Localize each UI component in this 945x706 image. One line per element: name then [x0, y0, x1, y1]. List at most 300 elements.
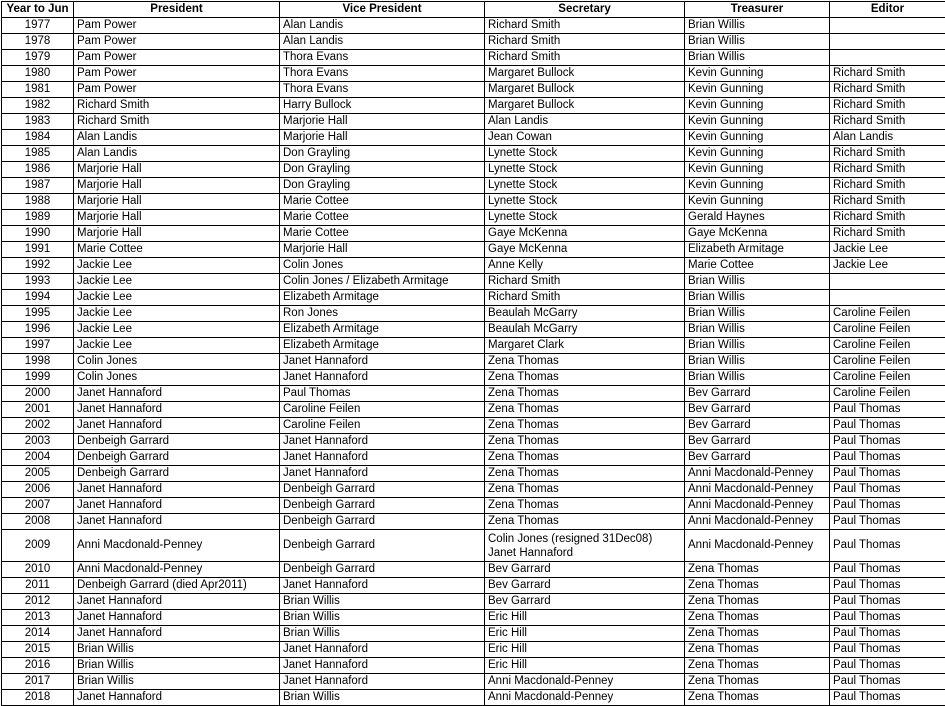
cell-treasurer: Bev Garrard — [685, 418, 830, 434]
cell-president: Janet Hannaford — [74, 594, 280, 610]
column-header-vice-president: Vice President — [280, 2, 485, 18]
cell-treasurer: Kevin Gunning — [685, 146, 830, 162]
cell-editor: Paul Thomas — [830, 418, 945, 434]
cell-year: 2004 — [2, 450, 74, 466]
cell-editor — [830, 50, 945, 66]
cell-editor: Jackie Lee — [830, 242, 945, 258]
cell-president: Pam Power — [74, 34, 280, 50]
cell-vice-president: Thora Evans — [280, 82, 485, 98]
cell-year: 1994 — [2, 290, 74, 306]
cell-treasurer: Brian Willis — [685, 34, 830, 50]
cell-year: 1987 — [2, 178, 74, 194]
table-row — [2, 658, 945, 674]
cell-editor: Richard Smith — [830, 226, 945, 242]
cell-editor: Richard Smith — [830, 194, 945, 210]
cell-editor: Richard Smith — [830, 146, 945, 162]
cell-secretary: Zena Thomas — [485, 386, 685, 402]
table-row — [2, 178, 945, 194]
table-row — [2, 258, 945, 274]
cell-secretary — [485, 530, 685, 562]
cell-president: Anni Macdonald-Penney — [74, 562, 280, 578]
cell-vice-president: Denbeigh Garrard — [280, 482, 485, 498]
cell-editor: Caroline Feilen — [830, 354, 945, 370]
table-body — [2, 18, 945, 706]
cell-editor: Richard Smith — [830, 114, 945, 130]
column-header-secretary: Secretary — [485, 2, 685, 18]
cell-editor: Paul Thomas — [830, 482, 945, 498]
cell-year: 2011 — [2, 578, 74, 594]
cell-editor: Paul Thomas — [830, 434, 945, 450]
cell-vice-president: Elizabeth Armitage — [280, 338, 485, 354]
cell-treasurer: Zena Thomas — [685, 562, 830, 578]
cell-vice-president: Denbeigh Garrard — [280, 562, 485, 578]
cell-year: 1998 — [2, 354, 74, 370]
table-row — [2, 290, 945, 306]
office-bearers-table — [1, 1, 945, 706]
cell-editor: Paul Thomas — [830, 450, 945, 466]
table-row — [2, 274, 945, 290]
cell-year: 2015 — [2, 642, 74, 658]
cell-secretary: Richard Smith — [485, 50, 685, 66]
cell-treasurer: Bev Garrard — [685, 386, 830, 402]
cell-editor: Paul Thomas — [830, 626, 945, 642]
table-row — [2, 530, 945, 562]
cell-editor: Caroline Feilen — [830, 370, 945, 386]
cell-secretary: Bev Garrard — [485, 594, 685, 610]
table-row — [2, 194, 945, 210]
cell-treasurer: Elizabeth Armitage — [685, 242, 830, 258]
cell-year: 2007 — [2, 498, 74, 514]
cell-editor: Jackie Lee — [830, 258, 945, 274]
cell-year: 1980 — [2, 66, 74, 82]
cell-vice-president: Harry Bullock — [280, 98, 485, 114]
cell-editor: Richard Smith — [830, 178, 945, 194]
cell-vice-president: Paul Thomas — [280, 386, 485, 402]
cell-treasurer: Zena Thomas — [685, 594, 830, 610]
table-row — [2, 338, 945, 354]
cell-year: 1986 — [2, 162, 74, 178]
cell-treasurer: Brian Willis — [685, 306, 830, 322]
cell-president: Denbeigh Garrard (died Apr2011) — [74, 578, 280, 594]
cell-president: Janet Hannaford — [74, 626, 280, 642]
cell-editor — [830, 18, 945, 34]
cell-president: Janet Hannaford — [74, 514, 280, 530]
cell-secretary: Eric Hill — [485, 642, 685, 658]
cell-secretary: Richard Smith — [485, 274, 685, 290]
cell-president: Colin Jones — [74, 354, 280, 370]
cell-secretary: Jean Cowan — [485, 130, 685, 146]
cell-editor: Caroline Feilen — [830, 338, 945, 354]
cell-vice-president: Brian Willis — [280, 626, 485, 642]
cell-president: Denbeigh Garrard — [74, 466, 280, 482]
cell-vice-president: Janet Hannaford — [280, 354, 485, 370]
cell-secretary: Zena Thomas — [485, 434, 685, 450]
cell-secretary: Richard Smith — [485, 290, 685, 306]
cell-editor: Caroline Feilen — [830, 386, 945, 402]
cell-president: Jackie Lee — [74, 274, 280, 290]
cell-treasurer: Bev Garrard — [685, 434, 830, 450]
cell-president: Pam Power — [74, 66, 280, 82]
cell-secretary: Zena Thomas — [485, 370, 685, 386]
cell-treasurer: Brian Willis — [685, 290, 830, 306]
table-row — [2, 450, 945, 466]
cell-vice-president: Marie Cottee — [280, 226, 485, 242]
cell-secretary: Eric Hill — [485, 610, 685, 626]
cell-year: 1989 — [2, 210, 74, 226]
cell-secretary: Lynette Stock — [485, 146, 685, 162]
cell-secretary: Anne Kelly — [485, 258, 685, 274]
cell-year: 2000 — [2, 386, 74, 402]
cell-treasurer: Brian Willis — [685, 322, 830, 338]
cell-president: Alan Landis — [74, 130, 280, 146]
cell-treasurer: Zena Thomas — [685, 578, 830, 594]
cell-treasurer: Marie Cottee — [685, 258, 830, 274]
cell-secretary: Lynette Stock — [485, 162, 685, 178]
table-row — [2, 594, 945, 610]
cell-treasurer: Zena Thomas — [685, 674, 830, 690]
cell-vice-president: Janet Hannaford — [280, 658, 485, 674]
cell-year: 1988 — [2, 194, 74, 210]
table-row — [2, 146, 945, 162]
cell-secretary: Lynette Stock — [485, 178, 685, 194]
cell-secretary: Lynette Stock — [485, 210, 685, 226]
cell-year: 1979 — [2, 50, 74, 66]
cell-year: 2016 — [2, 658, 74, 674]
cell-secretary: Richard Smith — [485, 18, 685, 34]
cell-treasurer: Zena Thomas — [685, 690, 830, 706]
cell-secretary: Anni Macdonald-Penney — [485, 674, 685, 690]
cell-editor — [830, 290, 945, 306]
table-row — [2, 642, 945, 658]
cell-editor: Richard Smith — [830, 82, 945, 98]
cell-secretary: Zena Thomas — [485, 514, 685, 530]
cell-president: Colin Jones — [74, 370, 280, 386]
cell-vice-president: Colin Jones — [280, 258, 485, 274]
table-row — [2, 34, 945, 50]
cell-vice-president: Colin Jones / Elizabeth Armitage — [280, 274, 485, 290]
cell-secretary: Bev Garrard — [485, 562, 685, 578]
cell-president: Janet Hannaford — [74, 482, 280, 498]
cell-secretary: Zena Thomas — [485, 402, 685, 418]
cell-editor: Paul Thomas — [830, 578, 945, 594]
cell-line: Colin Jones (resigned 31Dec08) — [488, 532, 681, 546]
cell-president: Janet Hannaford — [74, 386, 280, 402]
cell-year: 1982 — [2, 98, 74, 114]
cell-vice-president: Don Grayling — [280, 146, 485, 162]
table-header — [2, 2, 945, 18]
cell-year: 1977 — [2, 18, 74, 34]
cell-president: Brian Willis — [74, 658, 280, 674]
cell-treasurer: Anni Macdonald-Penney — [685, 498, 830, 514]
cell-secretary: Zena Thomas — [485, 466, 685, 482]
cell-treasurer: Brian Willis — [685, 50, 830, 66]
cell-president: Marjorie Hall — [74, 162, 280, 178]
cell-president: Jackie Lee — [74, 258, 280, 274]
cell-editor: Caroline Feilen — [830, 322, 945, 338]
table-row — [2, 354, 945, 370]
cell-vice-president: Brian Willis — [280, 594, 485, 610]
cell-year: 2014 — [2, 626, 74, 642]
cell-vice-president: Denbeigh Garrard — [280, 530, 485, 562]
cell-president: Marjorie Hall — [74, 178, 280, 194]
cell-year: 2006 — [2, 482, 74, 498]
cell-treasurer: Anni Macdonald-Penney — [685, 530, 830, 562]
column-header-president: President — [74, 2, 280, 18]
cell-treasurer: Brian Willis — [685, 338, 830, 354]
cell-year: 2012 — [2, 594, 74, 610]
table-row — [2, 690, 945, 706]
cell-editor: Richard Smith — [830, 98, 945, 114]
cell-president: Janet Hannaford — [74, 498, 280, 514]
cell-president: Marjorie Hall — [74, 194, 280, 210]
cell-secretary: Margaret Bullock — [485, 66, 685, 82]
cell-year: 1990 — [2, 226, 74, 242]
cell-treasurer: Zena Thomas — [685, 626, 830, 642]
table-row — [2, 322, 945, 338]
table-row — [2, 242, 945, 258]
cell-year: 1992 — [2, 258, 74, 274]
cell-president: Marie Cottee — [74, 242, 280, 258]
cell-secretary: Lynette Stock — [485, 194, 685, 210]
table-row — [2, 418, 945, 434]
cell-secretary: Eric Hill — [485, 626, 685, 642]
cell-editor: Paul Thomas — [830, 466, 945, 482]
cell-secretary: Richard Smith — [485, 34, 685, 50]
cell-secretary: Margaret Bullock — [485, 98, 685, 114]
cell-year: 1978 — [2, 34, 74, 50]
table-row — [2, 498, 945, 514]
cell-editor: Paul Thomas — [830, 658, 945, 674]
cell-president: Jackie Lee — [74, 322, 280, 338]
cell-editor: Richard Smith — [830, 162, 945, 178]
table-row — [2, 434, 945, 450]
cell-president: Brian Willis — [74, 642, 280, 658]
cell-treasurer: Anni Macdonald-Penney — [685, 482, 830, 498]
cell-president: Richard Smith — [74, 98, 280, 114]
cell-year: 2005 — [2, 466, 74, 482]
cell-president: Alan Landis — [74, 146, 280, 162]
cell-treasurer: Kevin Gunning — [685, 114, 830, 130]
table-row — [2, 306, 945, 322]
table-row — [2, 66, 945, 82]
cell-editor: Paul Thomas — [830, 674, 945, 690]
cell-secretary: Zena Thomas — [485, 482, 685, 498]
cell-vice-president: Marie Cottee — [280, 194, 485, 210]
table-row — [2, 626, 945, 642]
cell-vice-president: Brian Willis — [280, 690, 485, 706]
cell-vice-president: Marjorie Hall — [280, 242, 485, 258]
table-row — [2, 386, 945, 402]
table-row — [2, 210, 945, 226]
cell-vice-president: Janet Hannaford — [280, 450, 485, 466]
cell-president: Pam Power — [74, 50, 280, 66]
cell-president: Jackie Lee — [74, 306, 280, 322]
cell-president: Denbeigh Garrard — [74, 434, 280, 450]
cell-line: Janet Hannaford — [488, 546, 681, 560]
cell-president: Marjorie Hall — [74, 226, 280, 242]
cell-secretary: Eric Hill — [485, 658, 685, 674]
cell-secretary: Alan Landis — [485, 114, 685, 130]
cell-vice-president: Janet Hannaford — [280, 434, 485, 450]
table-row — [2, 370, 945, 386]
office-bearers-table-container — [0, 1, 945, 697]
column-header-treasurer: Treasurer — [685, 2, 830, 18]
cell-year: 1985 — [2, 146, 74, 162]
cell-president: Denbeigh Garrard — [74, 450, 280, 466]
cell-secretary: Bev Garrard — [485, 578, 685, 594]
cell-treasurer: Bev Garrard — [685, 402, 830, 418]
cell-treasurer: Brian Willis — [685, 354, 830, 370]
cell-president: Janet Hannaford — [74, 690, 280, 706]
cell-president: Jackie Lee — [74, 290, 280, 306]
cell-treasurer: Brian Willis — [685, 370, 830, 386]
cell-editor: Paul Thomas — [830, 402, 945, 418]
cell-treasurer: Kevin Gunning — [685, 194, 830, 210]
cell-editor: Alan Landis — [830, 130, 945, 146]
cell-vice-president: Caroline Feilen — [280, 402, 485, 418]
table-row — [2, 130, 945, 146]
cell-vice-president: Janet Hannaford — [280, 642, 485, 658]
cell-treasurer: Anni Macdonald-Penney — [685, 466, 830, 482]
cell-vice-president: Thora Evans — [280, 66, 485, 82]
table-row — [2, 162, 945, 178]
header-row — [2, 2, 945, 18]
table-row — [2, 402, 945, 418]
cell-president: Janet Hannaford — [74, 402, 280, 418]
cell-year: 1993 — [2, 274, 74, 290]
cell-year: 1984 — [2, 130, 74, 146]
cell-treasurer: Anni Macdonald-Penney — [685, 514, 830, 530]
cell-treasurer: Zena Thomas — [685, 610, 830, 626]
column-header-editor: Editor — [830, 2, 945, 18]
cell-year: 2017 — [2, 674, 74, 690]
table-row — [2, 98, 945, 114]
cell-vice-president: Elizabeth Armitage — [280, 322, 485, 338]
cell-president: Marjorie Hall — [74, 210, 280, 226]
cell-president: Janet Hannaford — [74, 418, 280, 434]
table-row — [2, 562, 945, 578]
table-row — [2, 466, 945, 482]
cell-treasurer: Zena Thomas — [685, 658, 830, 674]
cell-vice-president: Don Grayling — [280, 162, 485, 178]
cell-president: Janet Hannaford — [74, 610, 280, 626]
table-row — [2, 50, 945, 66]
cell-year: 2010 — [2, 562, 74, 578]
cell-treasurer: Brian Willis — [685, 18, 830, 34]
cell-vice-president: Thora Evans — [280, 50, 485, 66]
cell-vice-president: Marjorie Hall — [280, 130, 485, 146]
cell-treasurer: Kevin Gunning — [685, 66, 830, 82]
cell-secretary: Zena Thomas — [485, 354, 685, 370]
cell-vice-president: Janet Hannaford — [280, 674, 485, 690]
cell-treasurer: Gaye McKenna — [685, 226, 830, 242]
cell-vice-president: Denbeigh Garrard — [280, 514, 485, 530]
table-row — [2, 82, 945, 98]
cell-president: Pam Power — [74, 82, 280, 98]
cell-editor — [830, 34, 945, 50]
cell-secretary: Zena Thomas — [485, 450, 685, 466]
cell-president: Brian Willis — [74, 674, 280, 690]
cell-vice-president: Marjorie Hall — [280, 114, 485, 130]
cell-secretary: Margaret Bullock — [485, 82, 685, 98]
cell-vice-president: Ron Jones — [280, 306, 485, 322]
cell-treasurer: Gerald Haynes — [685, 210, 830, 226]
cell-year: 2018 — [2, 690, 74, 706]
cell-year: 2008 — [2, 514, 74, 530]
cell-vice-president: Caroline Feilen — [280, 418, 485, 434]
table-row — [2, 514, 945, 530]
cell-vice-president: Janet Hannaford — [280, 578, 485, 594]
cell-editor: Paul Thomas — [830, 690, 945, 706]
cell-year: 1981 — [2, 82, 74, 98]
cell-year: 1996 — [2, 322, 74, 338]
cell-year: 1997 — [2, 338, 74, 354]
cell-secretary: Zena Thomas — [485, 498, 685, 514]
cell-president: Pam Power — [74, 18, 280, 34]
cell-secretary: Beaulah McGarry — [485, 306, 685, 322]
cell-vice-president: Marie Cottee — [280, 210, 485, 226]
cell-year: 2002 — [2, 418, 74, 434]
cell-year: 1991 — [2, 242, 74, 258]
cell-president: Anni Macdonald-Penney — [74, 530, 280, 562]
cell-editor: Richard Smith — [830, 210, 945, 226]
cell-president: Richard Smith — [74, 114, 280, 130]
cell-vice-president: Brian Willis — [280, 610, 485, 626]
cell-secretary: Gaye McKenna — [485, 242, 685, 258]
cell-secretary: Beaulah McGarry — [485, 322, 685, 338]
cell-secretary: Anni Macdonald-Penney — [485, 690, 685, 706]
cell-editor: Richard Smith — [830, 66, 945, 82]
cell-treasurer: Zena Thomas — [685, 642, 830, 658]
cell-vice-president: Janet Hannaford — [280, 466, 485, 482]
cell-editor: Caroline Feilen — [830, 306, 945, 322]
cell-editor: Paul Thomas — [830, 514, 945, 530]
cell-secretary: Zena Thomas — [485, 418, 685, 434]
cell-treasurer: Bev Garrard — [685, 450, 830, 466]
cell-year: 2013 — [2, 610, 74, 626]
cell-vice-president: Denbeigh Garrard — [280, 498, 485, 514]
table-row — [2, 674, 945, 690]
cell-treasurer: Brian Willis — [685, 274, 830, 290]
cell-vice-president: Alan Landis — [280, 34, 485, 50]
cell-vice-president: Alan Landis — [280, 18, 485, 34]
cell-editor: Paul Thomas — [830, 642, 945, 658]
cell-year: 2003 — [2, 434, 74, 450]
cell-president: Jackie Lee — [74, 338, 280, 354]
cell-vice-president: Janet Hannaford — [280, 370, 485, 386]
cell-treasurer: Kevin Gunning — [685, 82, 830, 98]
cell-editor: Paul Thomas — [830, 594, 945, 610]
cell-vice-president: Elizabeth Armitage — [280, 290, 485, 306]
table-row — [2, 18, 945, 34]
cell-editor: Paul Thomas — [830, 498, 945, 514]
cell-treasurer: Kevin Gunning — [685, 162, 830, 178]
cell-treasurer: Kevin Gunning — [685, 130, 830, 146]
cell-secretary: Gaye McKenna — [485, 226, 685, 242]
table-row — [2, 578, 945, 594]
table-row — [2, 482, 945, 498]
cell-vice-president: Don Grayling — [280, 178, 485, 194]
cell-editor: Paul Thomas — [830, 530, 945, 562]
table-row — [2, 114, 945, 130]
cell-editor: Paul Thomas — [830, 610, 945, 626]
cell-year: 1999 — [2, 370, 74, 386]
column-header-year: Year to Jun — [2, 2, 74, 18]
cell-year: 2001 — [2, 402, 74, 418]
cell-year: 1995 — [2, 306, 74, 322]
table-row — [2, 610, 945, 626]
cell-secretary: Margaret Clark — [485, 338, 685, 354]
